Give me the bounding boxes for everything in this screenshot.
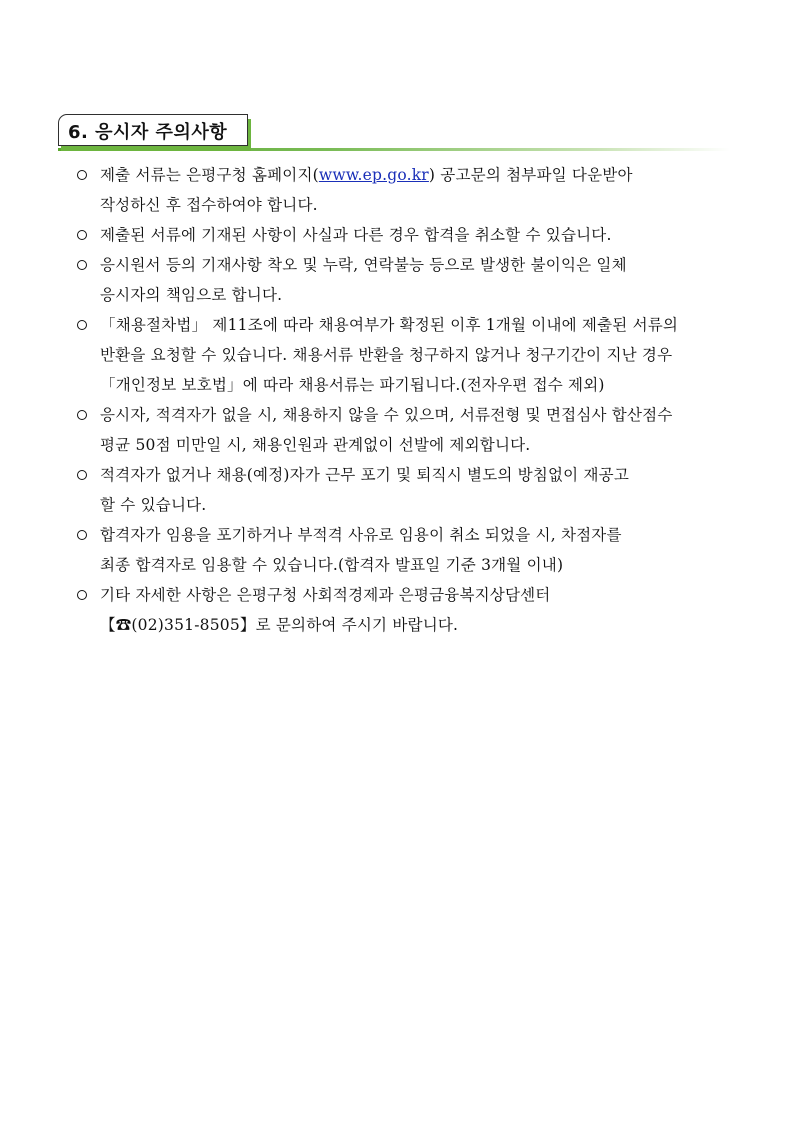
- notice-line: 기타 자세한 사항은 은평구청 사회적경제과 은평금융복지상담센터: [100, 586, 551, 604]
- circle-bullet-icon: [72, 520, 92, 550]
- notice-line: 최종 합격자로 임용할 수 있습니다.(합격자 발표일 기준 3개월 이내): [100, 556, 564, 574]
- section-header: [58, 114, 735, 156]
- notice-line: 합격자가 임용을 포기하거나 부적격 사유로 임용이 취소 되었을 시, 차점자를: [100, 526, 622, 544]
- notice-item-5: [72, 400, 742, 460]
- circle-bullet-icon: [72, 250, 92, 280]
- notice-text: ) 공고문의 첨부파일 다운받아: [428, 166, 633, 184]
- notice-line: 제출된 서류에 기재된 사항이 사실과 다른 경우 합격을 취소할 수 있습니다.: [100, 226, 612, 244]
- notice-line: 작성하신 후 접수하여야 합니다.: [100, 196, 318, 214]
- notice-line: 「채용절차법」 제11조에 따라 채용여부가 확정된 이후 1개월 이내에 제출된 서류의: [100, 316, 679, 334]
- notice-item-7: [72, 520, 742, 580]
- section-title-box: [58, 114, 248, 146]
- notice-line: 할 수 있습니다.: [100, 496, 207, 514]
- circle-bullet-icon: [72, 400, 92, 430]
- notice-item-3: [72, 250, 742, 310]
- circle-bullet-icon: [72, 160, 92, 190]
- circle-bullet-icon: [72, 310, 92, 340]
- notice-item-6: [72, 460, 742, 520]
- notice-line: 「개인정보 보호법」에 따라 채용서류는 파기됩니다.(전자우편 접수 제외): [100, 376, 605, 394]
- notice-line: 【☎(02)351-8505】로 문의하여 주시기 바랍니다.: [100, 616, 459, 634]
- notice-line: 응시자의 책임으로 합니다.: [100, 286, 283, 304]
- notice-item-4: [72, 310, 742, 400]
- notice-item-2: [72, 220, 742, 250]
- notice-line: 적격자가 없거나 채용(예정)자가 근무 포기 및 퇴직시 별도의 방침없이 재공고: [100, 466, 630, 484]
- notice-line: 반환을 요청할 수 있습니다. 채용서류 반환을 청구하지 않거나 청구기간이 지난 경우: [100, 346, 673, 364]
- circle-bullet-icon: [72, 460, 92, 490]
- section-underline: [58, 148, 730, 151]
- notice-line: 평균 50점 미만일 시, 채용인원과 관계없이 선발에 제외합니다.: [100, 436, 531, 454]
- circle-bullet-icon: [72, 220, 92, 250]
- homepage-link[interactable]: www.ep.go.kr: [318, 166, 429, 184]
- notice-item-8: [72, 580, 742, 640]
- notice-text: 제출 서류는 은평구청 홈페이지(: [100, 166, 319, 184]
- notice-line: 응시자, 적격자가 없을 시, 채용하지 않을 수 있으며, 서류전형 및 면접심사 합산점수: [100, 406, 673, 424]
- notice-line: 응시원서 등의 기재사항 착오 및 누락, 연락불능 등으로 발생한 불이익은 일체: [100, 256, 627, 274]
- section-title: 6. 응시자 주의사항: [68, 122, 228, 143]
- notice-list: [72, 160, 742, 640]
- notice-item-1: [72, 160, 742, 220]
- notice-line: [100, 160, 742, 190]
- circle-bullet-icon: [72, 580, 92, 610]
